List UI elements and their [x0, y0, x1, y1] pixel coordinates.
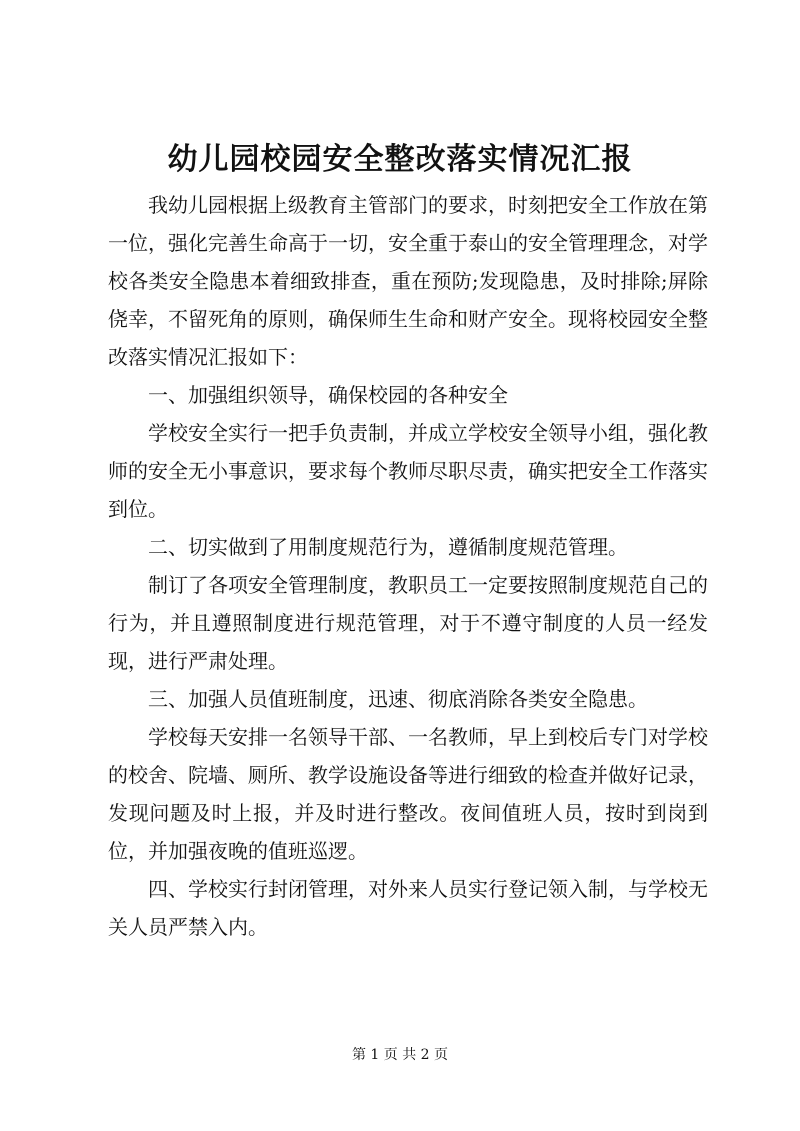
paragraph-section-2: 制订了各项安全管理制度，教职员工一定要按照制度规范自己的行为，并且遵照制度进行规范管理，对于不遵守制度的人员一经发现，进行严肃处理。 [108, 573, 708, 673]
paragraph-section-3: 学校每天安排一名领导干部、一名教师，早上到校后专门对学校的校舍、院墙、厕所、教学设施设备等进行细致的检查并做好记录，发现问题及时上报，并及时进行整改。夜间值班人员，按时到岗到位，并加强夜晚的值班巡逻。 [108, 725, 708, 863]
paragraph-intro: 我幼儿园根据上级教育主管部门的要求，时刻把安全工作放在第一位，强化完善生命高于一切，安全重于泰山的安全管理理念，对学校各类安全隐患本着细致排查，重在预防;发现隐患，及时排除;屏除侥幸，不留死角的原则，确保师生生命和财产安全。现将校园安全整改落实情况汇报如下： [108, 193, 708, 369]
page-footer: 第 1 页 共 2 页 [351, 1047, 449, 1063]
document-title: 幼儿园校园安全整改落实情况汇报 [167, 142, 633, 177]
document-body [108, 186, 708, 946]
section-heading-2: 二、切实做到了用制度规范行为，遵循制度规范管理。 [148, 535, 628, 559]
section-heading-3: 三、加强人员值班制度，迅速、彻底消除各类安全隐患。 [148, 687, 648, 711]
section-heading-1: 一、加强组织领导，确保校园的各种安全 [148, 383, 508, 407]
paragraph-section-1: 学校安全实行一把手负责制，并成立学校安全领导小组，强化教师的安全无小事意识，要求每个教师尽职尽责，确实把安全工作落实到位。 [108, 421, 708, 521]
section-heading-4: 四、学校实行封闭管理，对外来人员实行登记领入制，与学校无关人员严禁入内。 [108, 877, 708, 939]
